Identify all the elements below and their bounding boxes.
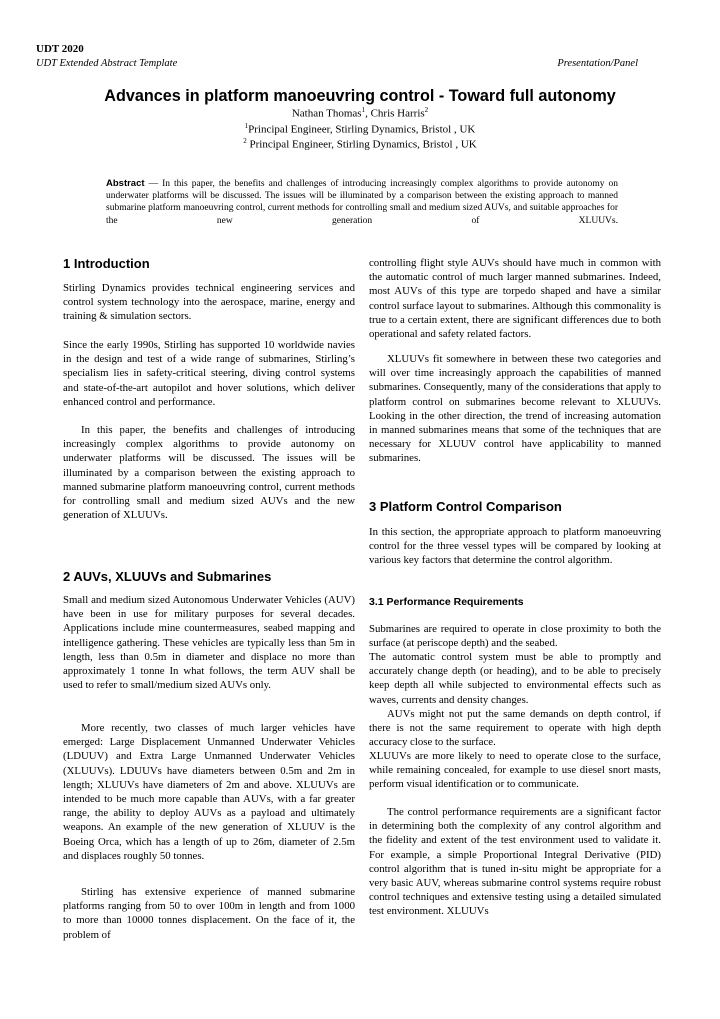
section-2-paragraph-2: More recently, two classes of much larger vehicles have emerged: Large Displacement Unmanned Underwater Vehicles (LDUUV) and Extra Large Unmanned Underwater Vehicles (XLUUVs). LDUUVs have diameters between 0.5m and 2m in length; XLUUVs have diameters of 2m and above. XLUUVs are intended to be much more capable than AUVs, with a far greater range, the ability to deploy AUVs as a payload and ultimately weapons. An example of the new generation of XLUUV is the Boeing Orca, which has a length of up to 26m, diameter of 2.5m and displaces roughly 50 tonnes. [63, 722, 355, 862]
section-3-1-heading: 3.1 Performance Requirements [369, 596, 524, 608]
section-1-paragraph-1: Stirling Dynamics provides technical engineering services and control system technology into the aerospace, marine, energy and training & simulation sectors. [63, 282, 355, 323]
section-2-heading: 2 AUVs, XLUUVs and Submarines [63, 569, 272, 584]
paper-title: Advances in platform manoeuvring control - Toward full autonomy [104, 87, 616, 105]
section-2-paragraph-1: Small and medium sized Autonomous Underwater Vehicles (AUV) have been in use for military purposes for several decades. Applications include mine countermeasures, seabed mapping and intelligence gathering. These vehicles are typically less than 5m in length, less than 0.5m in diameter and displace no more than approximately 1 tonne In what follows, the term AUV shall be used to refer to small/medium sized AUVs only. [63, 594, 355, 692]
conference-name: UDT 2020 [36, 43, 84, 55]
author-names: Nathan Thomas$^1$, Chris Harris$^2$ [291, 106, 429, 120]
section-3-1-paragraph-5: The control performance requirements are a significant factor in determining both the complexity of any control algorithm and the fidelity and extent of the test environment used to validate it. For example, a simple Proportional Integral Derivative (PID) control algorithm that is tuned in-situ might be appropriate for a very basic AUV, whereas submarine control systems require robust control techniques and extensive testing using a detailed simulated test environment. XLUUVs [369, 806, 661, 918]
affiliation-1 [0, 120, 720, 136]
section-3-1-paragraph-3: AUVs might not put the same demands on depth control, if there is not the same requirement to operate with high depth accuracy close to the surface. [369, 708, 661, 749]
abstract-label: Abstract [106, 178, 145, 189]
affiliation-2-marker: 2 [243, 137, 247, 146]
affiliation-1-marker: 1 [244, 121, 249, 130]
paper-category: Presentation/Panel [557, 58, 638, 69]
section-3-paragraph-1: In this section, the appropriate approach to platform manoeuvring control for the three vessel types will be compared by looking at various key factors that determine the control algorithm. [369, 526, 661, 567]
section-2-paragraph-3-continued: controlling flight style AUVs should have much in common with the automatic control of much larger manned submarines. Indeed, most AUVs of this type are torpedo shaped and have a similar control surface layout to submarines. Although this commonality is true to a certain extent, there are significant differences due to both operational and safety related factors. [369, 257, 661, 341]
affiliation-2 [0, 135, 720, 151]
section-1-paragraph-2: Since the early 1990s, Stirling has supported 10 worldwide navies in the design and test of a wide range of submarines, Stirling’s specialism lies in safety-critical steering, diving control systems and state-of-the-art autopilot and hover solutions, which deliver enhanced control and performance. [63, 339, 355, 408]
section-1-paragraph-3: In this paper, the benefits and challenges of introducing increasingly complex algorithms to provide autonomy on underwater platforms will be discussed. The issues will be illuminated by a comparison between the existing approach to manned submarine platform manoeuvring control, current methods for controlling small and medium sized AUVs and the new generation of XLUUVs. [63, 424, 355, 522]
affiliation-1-text: Principal Engineer, Stirling Dynamics, Bristol , UK [248, 123, 476, 136]
section-1-heading: 1 Introduction [63, 256, 150, 271]
section-3-heading: 3 Platform Control Comparison [369, 499, 562, 514]
section-2-paragraph-3-text: Stirling has extensive experience of manned submarine platforms ranging from 50 to over 100m in length and from 1000 to more than 10000 tonnes displacement. On the face of it, the problem of [63, 886, 355, 941]
author-block [0, 104, 720, 151]
section-3-1-paragraph-4: XLUUVs are more likely to need to operate close to the surface, while remaining concealed, for example to use diesel snort masts, perform visual identification or to communicate. [369, 750, 661, 791]
abstract-text: — In this paper, the benefits and challenges of introducing increasingly complex algorithms to provide autonomy on underwater platforms will be discussed. The issues will be illuminated by a comparison between the existing approach to manned submarine platform manoeuvring control, current methods for controlling small and medium sized AUVs, and suitable approaches for the new generation of XLUUVs. [106, 179, 618, 226]
section-2-paragraph-4: XLUUVs fit somewhere in between these two categories and will over time increasingly approach the capabilities of manned submarines. Consequently, many of the considerations that apply to platform control on submarines become relevant to XLUUVs. Looking in the other direction, the trend of increasing automation in manned submarines means that some of the techniques that are necessary for XLUUV control have applicability to manned submarines. [369, 353, 661, 465]
section-3-1-paragraph-2: The automatic control system must be able to promptly and accurately change depth (or heading), and to be able to precisely keep depth all while subjected to environmental effects such as waves, currents and density changes. [369, 651, 661, 706]
section-3-1-paragraph-1: Submarines are required to operate in close proximity to both the surface (at periscope depth) and the seabed. [369, 623, 661, 650]
abstract [106, 178, 618, 227]
affiliation-2-text: Principal Engineer, Stirling Dynamics, Bristol , UK [249, 138, 477, 151]
section-2-paragraph-3 [63, 885, 355, 1013]
template-name: UDT Extended Abstract Template [36, 58, 178, 69]
